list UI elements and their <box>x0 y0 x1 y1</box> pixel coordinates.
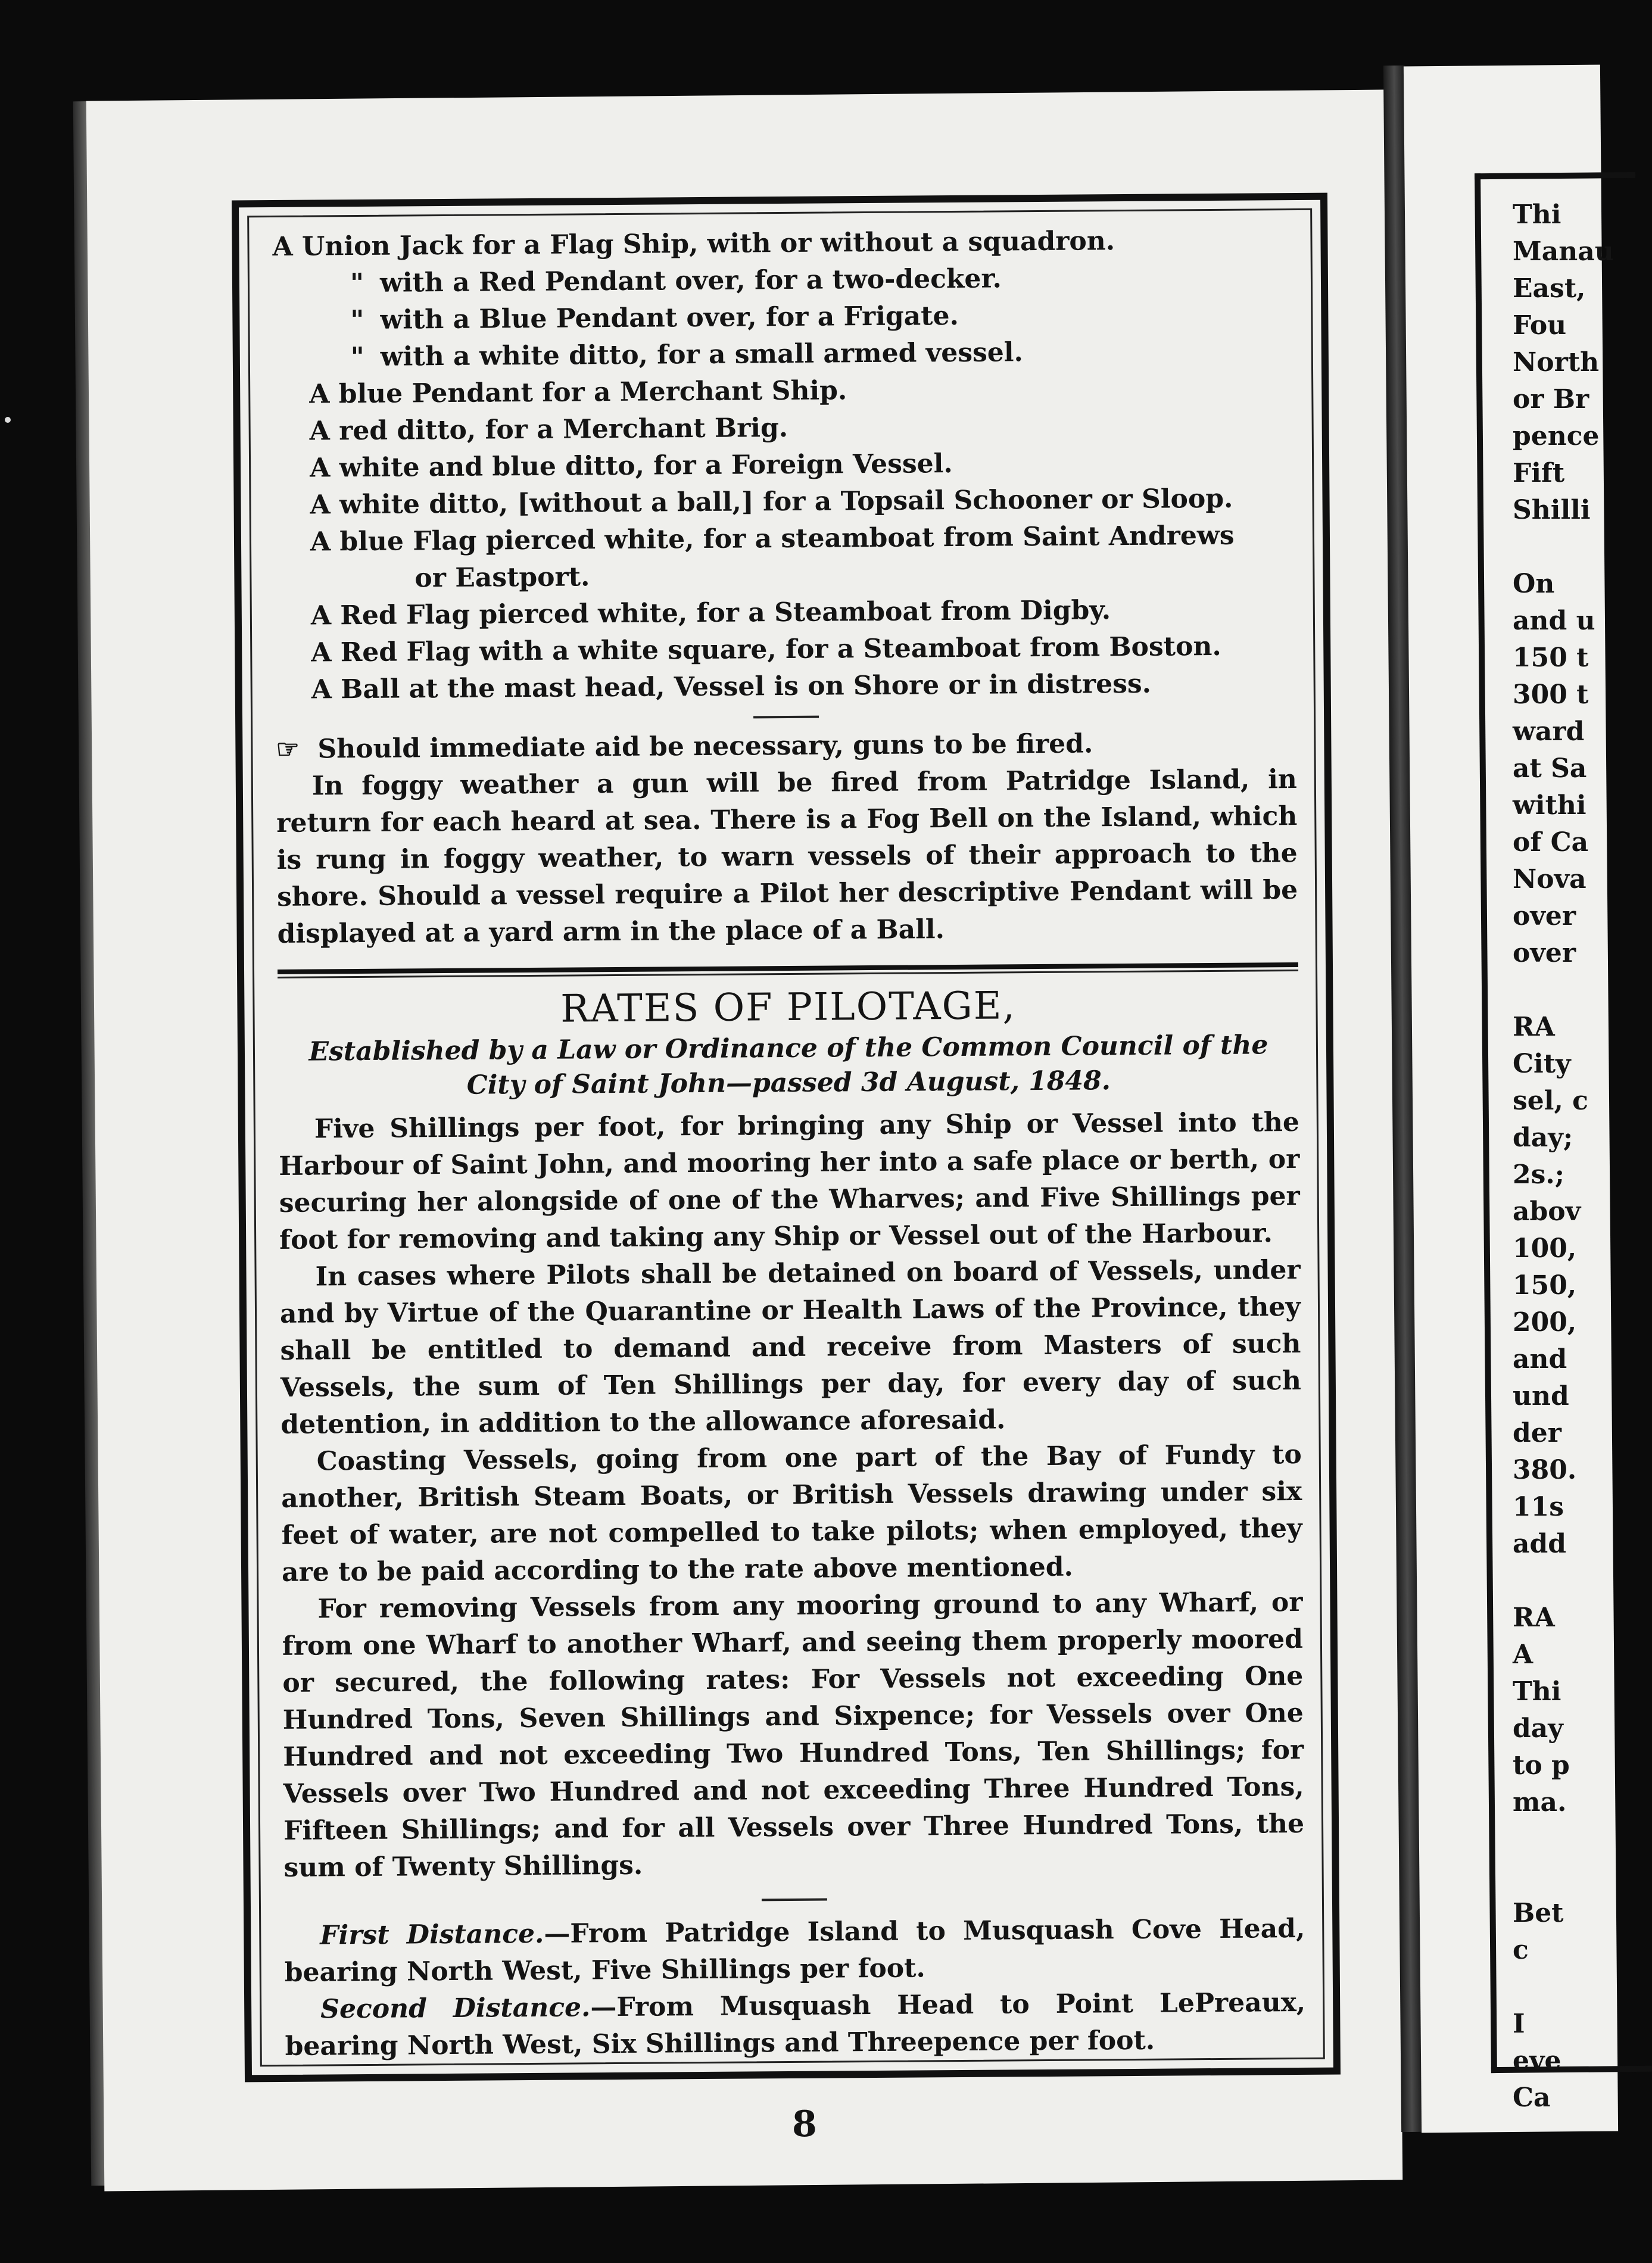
adjacent-fragment: RA <box>1513 1012 1555 1042</box>
adjacent-fragment: pence <box>1513 421 1600 451</box>
adjacent-fragment: day <box>1513 1713 1563 1744</box>
adjacent-fragment <box>1513 1563 1602 1600</box>
double-divider <box>278 962 1298 979</box>
adjacent-fragment: Bet <box>1513 1898 1564 1928</box>
ditto-mark: " <box>350 304 364 336</box>
adjacent-fragment: Fift <box>1513 458 1565 488</box>
adjacent-fragment: City <box>1513 1049 1571 1079</box>
signal-text: A white and blue ditto, for a Foreign Vessel. <box>309 448 953 484</box>
short-divider <box>753 716 819 719</box>
adjacent-fragment: East, <box>1513 273 1586 304</box>
adjacent-fragment: over <box>1513 901 1576 931</box>
signal-text: A blue Pendant for a Merchant Ship. <box>309 375 847 410</box>
adjacent-fragment: Nova <box>1513 864 1586 894</box>
rates-title: RATES OF PILOTAGE, <box>560 984 1017 1031</box>
adjacent-fragment <box>1513 1821 1602 1858</box>
signal-text: A red ditto, for a Merchant Brig. <box>309 412 788 447</box>
signal-line <box>276 665 1296 709</box>
adjacent-fragment: RA <box>1513 1603 1555 1633</box>
adjacent-fragment: day; <box>1513 1123 1573 1153</box>
adjacent-fragment: Thi <box>1513 1676 1561 1707</box>
adjacent-fragment: or Br <box>1513 384 1589 414</box>
adjacent-fragment: and <box>1513 1344 1567 1374</box>
adjacent-fragment: 11s <box>1513 1492 1564 1522</box>
signal-text: A white ditto, [without a ball,] for a Topsail Schooner or Sloop. <box>310 483 1233 520</box>
adjacent-fragment: 200, <box>1513 1307 1577 1338</box>
signal-text: A Ball at the mast head, Vessel is on Shore or in distress. <box>311 668 1152 705</box>
signal-list <box>272 222 1296 709</box>
adjacent-fragment: Ca <box>1513 2083 1551 2113</box>
fog-paragraph: In foggy weather a gun will be fired from Patridge Island, in return for each heard at sea. There is a Fog Bell on the Island, which is rung in foggy weather, to warn vessels of their approach to the shore. Should a vessel require a Pilot her descriptive Pendant will be displayed at a yard arm in the place of a Ball. <box>276 763 1298 949</box>
second-distance <box>285 1984 1306 2065</box>
adjacent-fragment <box>1513 972 1602 1009</box>
second-distance-label: Second Distance. <box>320 1992 591 2025</box>
signal-text: with a Blue Pendant over, for a Frigate. <box>380 300 959 335</box>
adjacent-fragment: 150 t <box>1513 643 1589 673</box>
rates-paragraph-4: For removing Vessels from any mooring ground to any Wharf, or from one Wharf to another Wharf, and seeing them properly moored or secured, the following rates: For Vessels not exceeding One Hundred Tons, Seven Shillings and Sixpence; for Vessels over One Hundred and not exceeding Two Hundred Tons, Ten Shillings; for Vessels over Two Hundred and not exceeding Three Hundred Tons, Fifteen Shillings; and for all Vessels over Three Hundred Tons, the sum of Twenty Shillings. <box>282 1586 1305 1883</box>
adjacent-fragment: I <box>1513 2009 1525 2039</box>
pointing-hand-icon: ☞ <box>276 734 300 765</box>
dust-speck <box>5 417 11 423</box>
adjacent-fragment: at Sa <box>1513 753 1587 784</box>
adjacent-fragment: 150, <box>1513 1270 1577 1301</box>
signal-text: A Union Jack for a Flag Ship, with or without a squadron. <box>272 226 1115 262</box>
signal-text: A Red Flag with a white square, for a Steamboat from Boston. <box>311 631 1221 668</box>
adjacent-fragment <box>1513 1858 1602 1895</box>
adjacent-page-text <box>1513 197 1614 2117</box>
adjacent-fragment: Shilli <box>1513 495 1591 525</box>
adjacent-fragment: A <box>1513 1639 1533 1670</box>
rates-paragraph-3: Coasting Vessels, going from one part of the Bay of Fundy to another, British Steam Boats, or British Vessels drawing under six feet of water, are not compelled to take pilots; when employed, they are to be paid according to the rate above mentioned. <box>281 1439 1302 1588</box>
signal-text: with a Red Pendant over, for a two-decker. <box>379 263 1002 298</box>
ditto-mark: " <box>350 341 364 373</box>
adjacent-fragment: over <box>1513 938 1576 968</box>
first-distance-text: —From Patridge Island to Musquash Cove Head, bearing North West, Five Shillings per foot. <box>284 1913 1305 1988</box>
adjacent-fragment: 300 t <box>1513 679 1589 710</box>
adjacent-fragment: Fou <box>1513 310 1567 341</box>
signal-text: with a white ditto, for a small armed vessel. <box>380 337 1024 372</box>
adjacent-fragment <box>1513 529 1602 566</box>
signal-text: A blue Flag pierced white, for a steamboat from Saint Andrews <box>310 520 1235 557</box>
adjacent-fragment: of Ca <box>1513 827 1589 858</box>
adjacent-fragment: und <box>1513 1381 1569 1411</box>
adjacent-fragment: add <box>1513 1529 1567 1559</box>
adjacent-fragment: eve <box>1513 2046 1561 2076</box>
rates-subtitle: Established by a Law or Ordinance of the Common Council of the City of Saint John—passed 3d August, 1848. <box>308 1030 1268 1101</box>
adjacent-fragment: der <box>1513 1418 1561 1448</box>
adjacent-fragment: abov <box>1513 1196 1581 1227</box>
rates-paragraph-2: In cases where Pilots shall be detained on board of Vessels, under and by Virtue of the Quarantine or Health Laws of the Province, they shall be entitled to demand and receive from Masters of such Vessels, the sum of Ten Shillings per day, for every day of such detention, in addition to the allowance aforesaid. <box>279 1254 1302 1440</box>
adjacent-fragment: and u <box>1513 606 1595 636</box>
adjacent-fragment: ma. <box>1513 1787 1567 1818</box>
short-divider-2 <box>762 1899 827 1902</box>
first-distance <box>284 1910 1305 1991</box>
bordered-text-block <box>232 193 1341 2083</box>
signal-line <box>275 517 1295 561</box>
adjacent-fragment: 100, <box>1513 1233 1577 1264</box>
adjacent-fragment: to p <box>1513 1750 1570 1781</box>
adjacent-fragment: withi <box>1513 790 1586 821</box>
adjacent-fragment: Manau <box>1513 236 1614 267</box>
adjacent-fragment: c <box>1513 1935 1529 1965</box>
adjacent-fragment: 380. <box>1513 1455 1577 1485</box>
adjacent-fragment <box>1513 1969 1602 2006</box>
adjacent-fragment: North <box>1513 347 1600 378</box>
second-distance-text: —From Musquash Head to Point LePreaux, bearing North West, Six Shillings and Threepence per foot. <box>285 1987 1306 2062</box>
signal-text: or Eastport. <box>414 562 590 594</box>
rates-paragraph-1: Five Shillings per foot, for bringing any Ship or Vessel into the Harbour of Saint John, and mooring her into a safe place or berth, or securing her alongside of one of the Wharves; and Five Shillings per foot for removing and taking any Ship or Vessel out of the Harbour. <box>279 1106 1300 1255</box>
aid-note: Should immediate aid be necessary, guns to be fired. <box>317 728 1093 765</box>
first-distance-label: First Distance. <box>320 1918 544 1951</box>
adjacent-fragment: 2s.; <box>1513 1159 1564 1190</box>
page-number: 8 <box>792 2103 817 2145</box>
adjacent-fragment: Thi <box>1513 200 1561 230</box>
adjacent-fragment: sel, c <box>1513 1086 1588 1116</box>
adjacent-fragment: On <box>1513 569 1555 599</box>
ditto-mark: " <box>350 267 364 299</box>
adjacent-fragment: ward <box>1513 716 1585 747</box>
signal-text: A Red Flag pierced white, for a Steamboat from Digby. <box>310 595 1111 631</box>
page-text <box>272 222 1305 2065</box>
